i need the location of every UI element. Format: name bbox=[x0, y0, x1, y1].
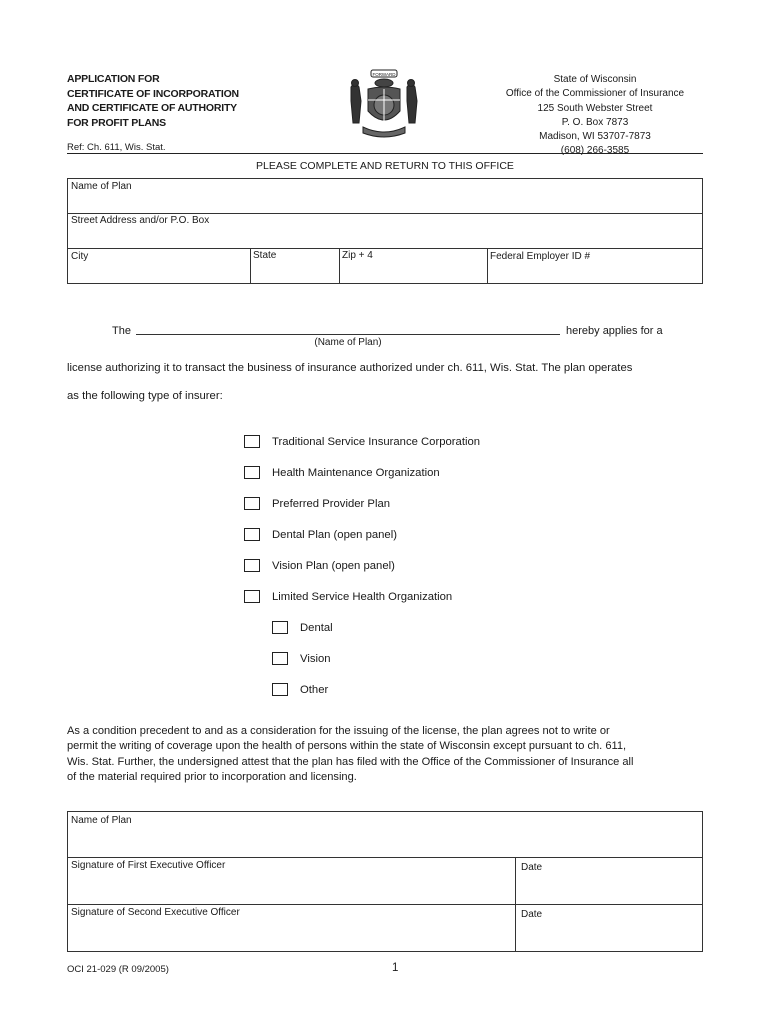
checkbox[interactable] bbox=[244, 435, 260, 448]
signature-plan-name-field[interactable] bbox=[68, 812, 702, 858]
suboption-dental bbox=[272, 621, 333, 634]
field-label: Street Address and/or P.O. Box bbox=[71, 215, 210, 226]
option-label: Dental Plan (open panel) bbox=[272, 528, 397, 541]
address-line: 125 South Webster Street bbox=[537, 102, 653, 114]
field-label: Name of Plan bbox=[71, 181, 132, 192]
condition-paragraph bbox=[67, 724, 707, 786]
form-title-line: FOR PROFIT PLANS bbox=[67, 116, 166, 129]
suboption-other bbox=[272, 683, 328, 696]
zip-field[interactable] bbox=[339, 249, 487, 284]
signature-table bbox=[67, 811, 703, 952]
signature-row-1 bbox=[68, 858, 702, 905]
plan-name-blank[interactable] bbox=[136, 334, 560, 335]
option-limited-service bbox=[244, 590, 452, 603]
field-label: Date bbox=[521, 909, 543, 920]
the-label: The bbox=[112, 325, 131, 337]
wisconsin-seal-icon bbox=[343, 67, 425, 143]
suboption-vision bbox=[272, 652, 331, 665]
state-field[interactable] bbox=[250, 249, 339, 284]
city-field[interactable] bbox=[68, 249, 250, 284]
first-officer-date-field[interactable] bbox=[515, 858, 703, 904]
license-text: license authorizing it to transact the business of insurance authorized under ch. 611, Wis. Stat. The plan operates bbox=[67, 362, 633, 374]
address-line: Madison, WI 53707-7873 bbox=[539, 131, 651, 143]
insurer-type-prompt: as the following type of insurer: bbox=[67, 390, 223, 402]
field-label: Signature of Second Executive Officer bbox=[71, 907, 240, 918]
second-officer-signature-field[interactable] bbox=[68, 905, 515, 952]
checkbox[interactable] bbox=[244, 466, 260, 479]
checkbox[interactable] bbox=[272, 652, 288, 665]
option-ppp bbox=[244, 497, 390, 510]
form-title bbox=[67, 72, 239, 130]
statute-reference: Ref: Ch. 611, Wis. Stat. bbox=[67, 142, 166, 153]
option-traditional-service bbox=[244, 435, 480, 448]
instruction-text: PLEASE COMPLETE AND RETURN TO THIS OFFICE bbox=[256, 160, 514, 172]
header-divider bbox=[67, 153, 703, 154]
field-label: State bbox=[253, 250, 277, 261]
first-officer-signature-field[interactable] bbox=[68, 858, 515, 904]
checkbox[interactable] bbox=[244, 590, 260, 603]
seal-motto: FORWARD bbox=[372, 72, 396, 77]
field-label: Date bbox=[521, 862, 543, 873]
option-label: Dental bbox=[300, 621, 333, 634]
column-divider bbox=[339, 249, 340, 284]
option-label: Limited Service Health Organization bbox=[272, 590, 453, 603]
option-label: Other bbox=[300, 683, 329, 696]
address-line: (608) 266-3585 bbox=[560, 145, 630, 157]
condition-line: Wis. Stat. Further, the undersigned attest that the plan has filed with the Office of the Commissioner of Insurance all bbox=[67, 755, 634, 768]
form-title-line: AND CERTIFICATE OF AUTHORITY bbox=[67, 102, 237, 114]
checkbox[interactable] bbox=[244, 559, 260, 572]
address-line: Office of the Commissioner of Insurance bbox=[505, 88, 685, 100]
option-dental-plan bbox=[244, 528, 397, 541]
name-of-plan-caption: (Name of Plan) bbox=[314, 337, 382, 348]
field-label: Zip + 4 bbox=[342, 250, 373, 261]
option-label: Vision bbox=[300, 652, 331, 665]
second-officer-date-field[interactable] bbox=[515, 905, 703, 952]
office-address bbox=[500, 73, 690, 159]
form-title-line: APPLICATION FOR bbox=[67, 73, 160, 85]
page-number: 1 bbox=[392, 962, 399, 974]
name-of-plan-field[interactable] bbox=[68, 179, 702, 214]
field-label: Signature of First Executive Officer bbox=[71, 860, 226, 871]
checkbox[interactable] bbox=[272, 621, 288, 634]
hereby-applies-text: hereby applies for a bbox=[566, 325, 663, 337]
federal-employer-id-field[interactable] bbox=[487, 249, 703, 284]
option-label: Vision Plan (open panel) bbox=[272, 559, 395, 572]
checkbox[interactable] bbox=[244, 497, 260, 510]
condition-line: permit the writing of coverage upon the health of persons within the state of Wisconsin except pursuant to ch. 611, bbox=[67, 740, 627, 753]
street-address-field[interactable] bbox=[68, 214, 702, 249]
column-divider bbox=[250, 249, 251, 284]
option-vision-plan bbox=[244, 559, 395, 572]
option-hmo bbox=[244, 466, 440, 479]
condition-line: As a condition precedent to and as a consideration for the issuing of the license, the plan agrees not to write or bbox=[67, 725, 610, 737]
form-id: OCI 21-029 (R 09/2005) bbox=[67, 964, 169, 975]
checkbox[interactable] bbox=[244, 528, 260, 541]
condition-line: of the material required prior to incorporation and licensing. bbox=[67, 771, 357, 784]
field-label: Federal Employer ID # bbox=[490, 251, 591, 262]
address-line: State of Wisconsin bbox=[553, 74, 637, 85]
checkbox[interactable] bbox=[272, 683, 288, 696]
option-label: Traditional Service Insurance Corporation bbox=[272, 435, 481, 448]
option-label: Health Maintenance Organization bbox=[272, 466, 440, 479]
form-title-line: CERTIFICATE OF INCORPORATION bbox=[67, 87, 239, 100]
column-divider bbox=[487, 249, 488, 284]
address-line: P. O. Box 7873 bbox=[561, 116, 629, 128]
option-label: Preferred Provider Plan bbox=[272, 497, 391, 510]
plan-info-table bbox=[67, 178, 703, 284]
signature-row-2 bbox=[68, 905, 702, 952]
field-label: City bbox=[71, 251, 89, 262]
field-label: Name of Plan bbox=[71, 815, 132, 826]
